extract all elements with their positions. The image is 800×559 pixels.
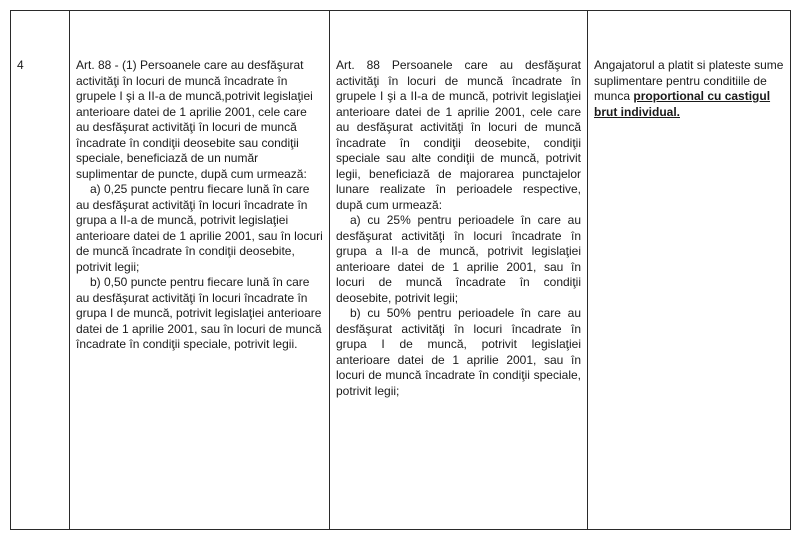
new-text-cell — [330, 11, 588, 530]
old-item-a: a) 0,25 puncte pentru fiecare lună în care au desfăşurat activităţi în locuri încadrate în grupa a II-a de muncă, potrivit legislaţiei anterioare datei de 1 aprilie 2001, sau în locuri de muncă încadrate în condiţii deosebite, potrivit legii; — [76, 182, 323, 274]
new-article-intro: Art. 88 Persoanele care au desfăşurat activităţi în locuri de muncă încadrate în grupele I şi a II-a de muncă, potrivit legislaţiei anterioare datei de 1 aprilie 2001, cele care au desfăşurat activităţi în locuri de muncă încadrate în condiţii deosebite, condiţii speciale sau alte condiţii de muncă, potrivit legii, beneficiază de majorarea punctajelor lunare realizate în perioadele respective, după cum urmează: — [336, 58, 581, 212]
old-item-b: b) 0,50 puncte pentru fiecare lună în care au desfăşurat activităţi în locuri încadrate în grupa I de muncă, potrivit legislaţiei anterioare datei de 1 aprilie 2001, sau în locuri de muncă încadrate în condiţii speciale, potrivit legii. — [76, 275, 322, 351]
row-number-cell — [11, 11, 70, 530]
old-text-cell — [70, 11, 330, 530]
observation-text — [594, 58, 784, 120]
new-item-b: b) cu 50% pentru perioadele în care au desfăşurat activităţi în locuri încadrate în grupa I de muncă, potrivit legislaţiei anterioare datei de 1 aprilie 2001, sau în locuri de muncă încadrate în condiţii speciale, potrivit legii; — [336, 306, 581, 398]
old-article-intro: Art. 88 - (1) Persoanele care au desfăşurat activităţi în locuri de muncă încadrate în grupele I şi a II-a de muncă,potrivit legislaţiei anterioare datei de 1 aprilie 2001, cele care au desfăşurat activităţi în locuri de muncă încadrate în condiţii deosebite sau condiţii speciale, beneficiază de un număr suplimentar de puncte, după cum urmează: — [76, 58, 313, 181]
new-item-a: a) cu 25% pentru perioadele în care au desfăşurat activităţi în locuri încadrate în grupa a II-a de muncă, potrivit legislaţiei anterioare datei de 1 aprilie 2001, sau în locuri de muncă încadrate în condiţii deosebite, potrivit legii; — [336, 213, 581, 305]
observation-text-plain: Angajatorul a platit si plateste sume suplimentare pentru conditiile de munca — [594, 58, 784, 103]
row-number: 4 — [17, 58, 24, 72]
comparison-table — [10, 10, 791, 530]
table-row — [11, 11, 791, 530]
observation-emphasis: proportional cu castigul brut individual. — [594, 89, 771, 119]
observation-cell — [588, 11, 791, 530]
